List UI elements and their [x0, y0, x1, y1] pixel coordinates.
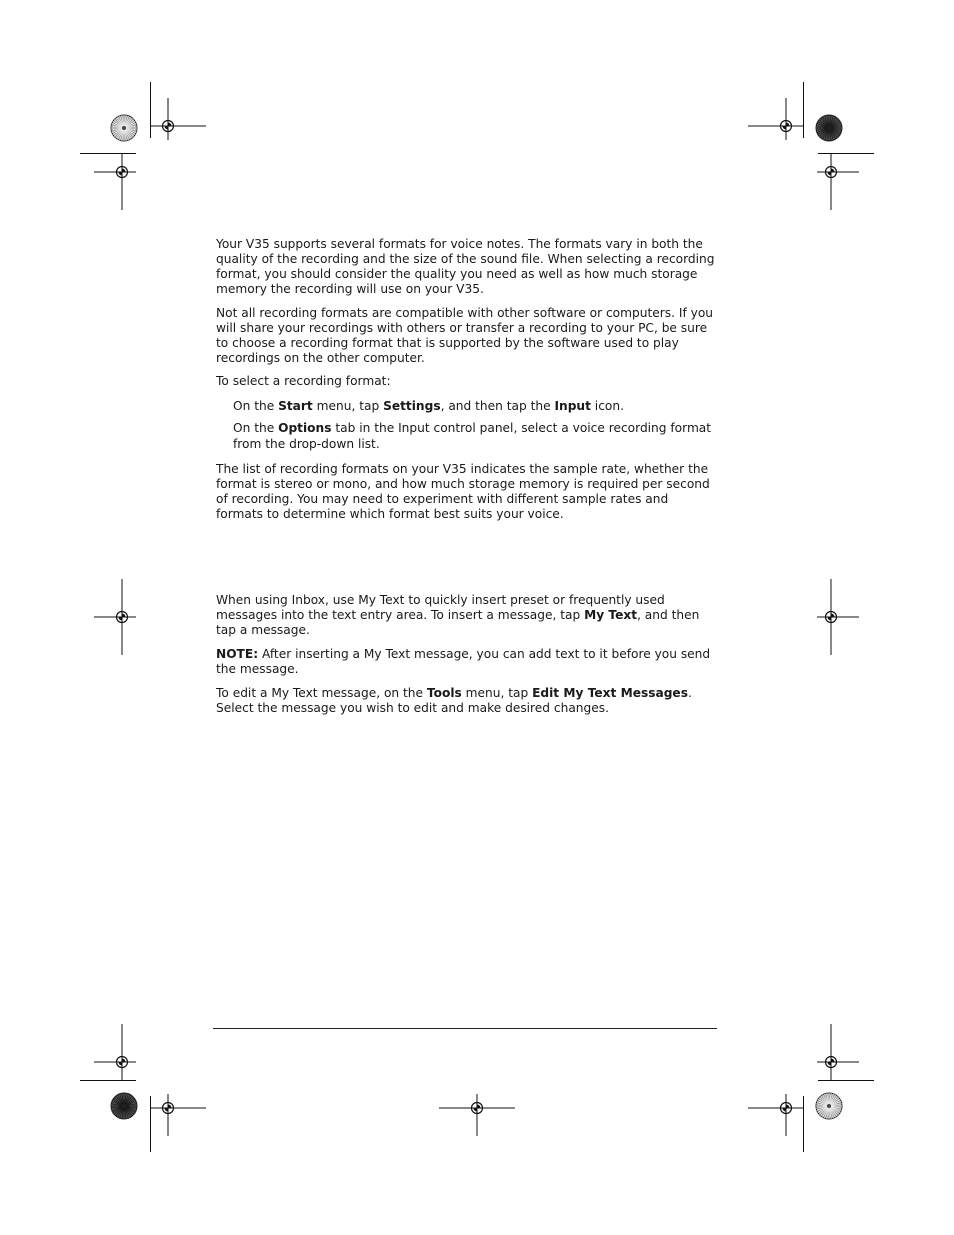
step-2: On the Options tab in the Input control panel, select a voice recording format from the drop-down list.	[233, 421, 712, 451]
crop-line	[803, 82, 804, 138]
step-1: On the Start menu, tap Settings, and then tap the Input icon.	[233, 399, 624, 413]
format-list-paragraph: The list of recording formats on your V35 indicates the sample rate, whether the format is stereo or mono, and how much storage memory is required per second of recording. You may need to experiment with different sample rates and formats to determine which format best suits your voice.	[216, 462, 710, 521]
registration-crosshair-icon	[437, 1068, 517, 1148]
my-text-paragraph: When using Inbox, use My Text to quickly insert preset or frequently used messages into the text entry area. To insert a message, tap My Text, and then tap a message.	[216, 593, 700, 637]
registration-crosshair-icon	[791, 577, 871, 657]
note-paragraph: NOTE: After inserting a My Text message, you can add text to it before you send the message.	[216, 647, 711, 676]
footer-rule	[213, 1028, 717, 1029]
registration-crosshair-icon	[746, 1068, 826, 1148]
select-format-intro: To select a recording format:	[216, 374, 391, 388]
registration-crosshair-icon	[128, 1068, 208, 1148]
registration-crosshair-icon	[82, 132, 162, 212]
crop-line	[150, 1096, 151, 1152]
crop-line	[803, 1096, 804, 1152]
edit-my-text-paragraph: To edit a My Text message, on the Tools menu, tap Edit My Text Messages. Select the message you wish to edit and make desired changes.	[216, 686, 692, 715]
crop-line	[150, 82, 151, 138]
compatibility-paragraph: Not all recording formats are compatible with other software or computers. If you will share your recordings with others or transfer a recording to your PC, be sure to choose a recording format that is supported by the software used to play recordings on the other computer.	[216, 306, 714, 365]
voice-formats-paragraph: Your V35 supports several formats for voice notes. The formats vary in both the quality of the recording and the size of the sound file. When selecting a recording format, you should consider the quality you need as well as how much storage memory the recording will use on your V35.	[216, 237, 715, 296]
registration-crosshair-icon	[791, 132, 871, 212]
crop-line	[818, 1080, 874, 1081]
registration-crosshair-icon	[82, 577, 162, 657]
